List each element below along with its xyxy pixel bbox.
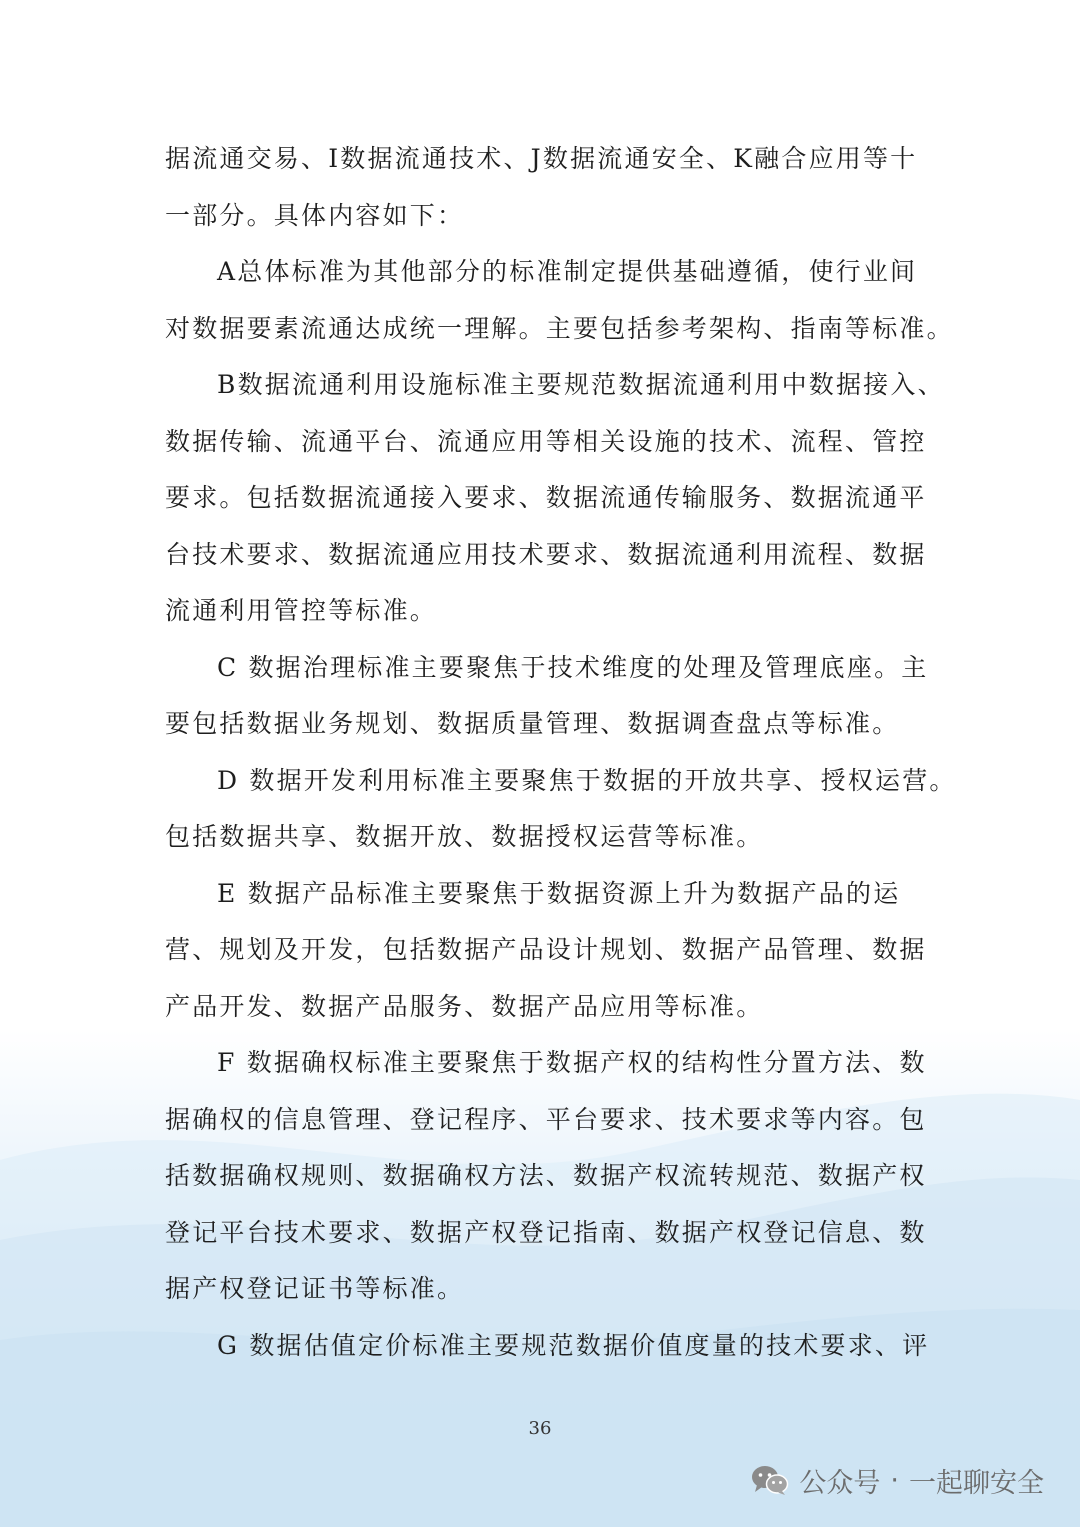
watermark-account: 一起聊安全 — [909, 1467, 1044, 1499]
paragraph-first-line: G 数据估值定价标准主要规范数据价值度量的技术要求、评 — [217, 1330, 930, 1360]
document-body — [165, 131, 957, 1374]
text-line: 括数据确权规则、数据确权方法、数据产权流转规范、数据产权 — [165, 1161, 927, 1190]
text-line: 据确权的信息管理、登记程序、平台要求、技术要求等内容。包 — [165, 1104, 927, 1134]
paragraph-first-line: F 数据确权标准主要聚焦于数据产权的结构性分置方法、数 — [217, 1048, 927, 1077]
text-line: 台技术要求、数据流通应用技术要求、数据流通利用流程、数据 — [165, 539, 927, 569]
watermark-separator: · — [890, 1464, 899, 1496]
text-line: 流通利用管控等标准。 — [165, 596, 438, 625]
paragraph-first-line: A总体标准为其他部分的标准制定提供基础遵循，使行业间 — [217, 257, 918, 286]
page-number: 36 — [528, 1418, 552, 1439]
text-line: 据产权登记证书等标准。 — [165, 1274, 465, 1303]
text-line: 产品开发、数据产品服务、数据产品应用等标准。 — [165, 991, 764, 1021]
text-line: 包括数据共享、数据开放、数据授权运营等标准。 — [165, 822, 764, 851]
watermark — [751, 1458, 1044, 1502]
text-line: 要求。包括数据流通接入要求、数据流通传输服务、数据流通平 — [165, 483, 927, 512]
text-line: 对数据要素流通达成统一理解。主要包括参考架构、指南等标准。 — [165, 313, 954, 343]
text-line: 要包括数据业务规划、数据质量管理、数据调查盘点等标准。 — [165, 709, 900, 738]
paragraph-first-line: D 数据开发利用标准主要聚焦于数据的开放共享、授权运营。 — [217, 765, 957, 795]
text-line: 数据传输、流通平台、流通应用等相关设施的技术、流程、管控 — [165, 426, 927, 456]
wechat-icon — [751, 1464, 789, 1496]
paragraph-first-line: E 数据产品标准主要聚焦于数据资源上升为数据产品的运 — [217, 878, 901, 908]
text-line: 一部分。具体内容如下： — [165, 200, 465, 230]
paragraph-first-line: B数据流通利用设施标准主要规范数据流通利用中数据接入、 — [217, 370, 945, 399]
text-line: 据流通交易、I数据流通技术、J数据流通安全、K融合应用等十 — [165, 144, 918, 173]
watermark-label: 公众号 — [799, 1467, 881, 1499]
paragraph-first-line: C 数据治理标准主要聚焦于技术维度的处理及管理底座。主 — [217, 652, 929, 682]
text-line: 登记平台技术要求、数据产权登记指南、数据产权登记信息、数 — [165, 1217, 927, 1247]
text-line: 营、规划及开发，包括数据产品设计规划、数据产品管理、数据 — [165, 935, 927, 964]
